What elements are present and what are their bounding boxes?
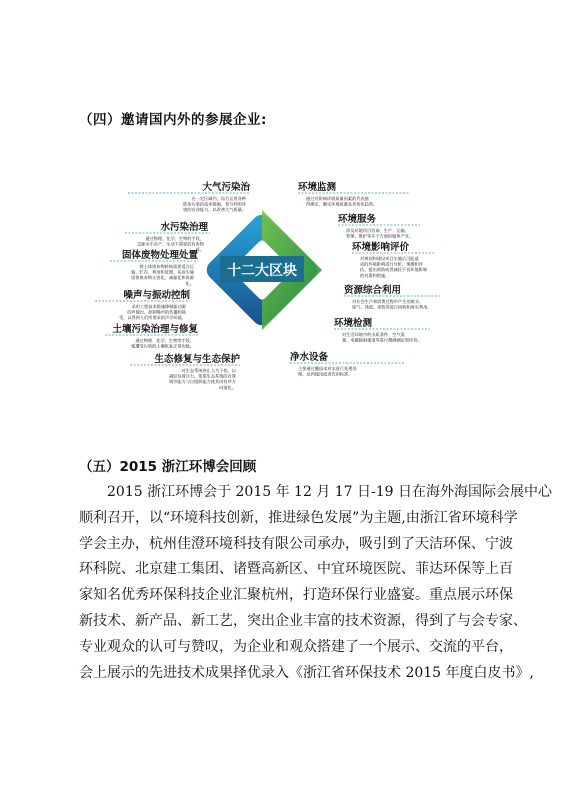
paragraph-line: 专业观众的认可与赞叹，为企业和观众搭建了一个展示、交流的平台， (79, 638, 513, 655)
block-description: 去除水中杂产、生活不需要的有害物 (136, 241, 204, 247)
block-description: 将土体废弃物转换需要适合运 (139, 264, 194, 269)
block-title: 水污染治理 (160, 222, 208, 233)
paragraph-line: 环科院、北京建工集团、诸暨高新区、中宜环境医院、菲达环保等上百 (79, 561, 513, 578)
block-description: 质。 (195, 247, 204, 253)
paragraph-line: 新技术、新产品、新工艺，突出企业丰富的技术资源，得到了与会专家、 (79, 612, 527, 629)
block-title: 环境影响评价 (352, 242, 410, 253)
block-description: 通过物理、化学、生物等手段， (135, 338, 194, 343)
twelve-blocks-diagram (90, 170, 470, 390)
center-label: 十二大区块 (227, 263, 297, 279)
block-description: 在一定区域内，综合运用各种 (191, 196, 246, 201)
block-description: 对规划和建设项目实施后可能造 (360, 256, 419, 261)
block-title: 土壤污染治理与修复 (112, 324, 198, 335)
block-title: 大气污染治 (202, 182, 250, 193)
block-description: 成的环境影响进行分析、预测和评 (360, 261, 423, 267)
block-title: 净水设备 (290, 352, 329, 363)
paragraph-line: 学会主办，杭州佳澄环境科技有限公司承办，吸引到了天洁环保、宁波 (79, 535, 513, 552)
block-description: 通过物理、化学、生物的手段， (145, 236, 204, 241)
block-description: 使遭受污染的土壤恢复正常功能。 (131, 343, 194, 349)
block-description: 的对策和措施。 (360, 272, 390, 278)
block-description: 估，提出预防或者减轻不良环境影响 (360, 267, 428, 273)
block-description: 向演化。 (219, 384, 236, 390)
block-description: 对生态系统停止人为干扰，以 (181, 368, 236, 373)
paragraph-line: 2015 浙江环博会于 2015 年 12 月 17 日-19 日在海外海国际会展中心 (107, 484, 553, 500)
block-description: 对社会生产和消费过程中产生的废水、 (352, 299, 424, 304)
block-description: 受，以得到人们所要求的声学环境。 (118, 315, 186, 321)
block-title: 生态修复与生态保护 (154, 354, 240, 365)
block-description: 输、贮存、利用和处置，从而实施 (131, 269, 194, 275)
block-description: 涉及环境项目咨询、生产、运输、 (346, 228, 409, 233)
block-description: 固体废弃物无害化、减量化和资源 (131, 275, 194, 281)
paragraph-line: 家知名优秀环保科技企业汇聚杭州，打造环保行业盛宴。重点展示环保 (79, 587, 513, 604)
block-description: 废气、残渣、余热等进行回收和再生利用。 (352, 304, 432, 310)
block-description: 采用工程技术措施降制振动源 (131, 304, 186, 309)
section4-heading: （四）邀请国内外的参展企业: (79, 112, 267, 128)
section5-heading: （五）2015 浙江环博会回顾 (79, 459, 257, 475)
block-title: 环境监测 (298, 182, 337, 193)
block-title: 环境检测 (334, 318, 373, 329)
block-description: 对生活环境中的水质条件、空气质 (342, 332, 405, 337)
paragraph-line: 顺利召开，以“环境科技创新，推进绿色发展”为主题,由浙江省环境科学 (79, 509, 518, 526)
block-description: 主要通过膜技术对水进行处理处 (298, 366, 357, 371)
block-description: 通过对影响环境质量因素的代表值 (306, 196, 369, 201)
block-description: 的声输出，控制噪声的传播和接 (127, 309, 186, 315)
block-description: 减轻负荷压力，依靠生态系统的自我 (168, 373, 236, 379)
block-description: 量、电磁辐射强度等进行精确测定和评价。 (342, 337, 422, 343)
block-title: 环境服务 (338, 214, 377, 225)
block-description: 调节能力与自组织能力使其向有序方 (168, 379, 236, 385)
center-diamond (203, 210, 322, 330)
block-description: 管理、维护等多个方面的服务产业。 (346, 233, 414, 239)
block-description: 防治污染的技术措施，充分利用环 (183, 201, 246, 207)
block-description: 境的自净能力，以改善大气质量。 (183, 207, 246, 213)
review-paragraph (79, 480, 553, 686)
block-title: 噪声与振动控制 (123, 290, 190, 301)
block-description: 得测定，确定环境质量及其变化趋势。 (306, 201, 378, 207)
block-title: 资源综合利用 (344, 285, 402, 296)
block-description: 理，达到使用或者饮用标准。 (298, 371, 353, 377)
block-description: 化。 (185, 280, 194, 286)
paragraph-line: 会上展示的先进技术成果择优录入《浙江省环保技术 2015 年度白皮书》, (79, 664, 534, 681)
block-title: 固体废物处理处置 (121, 250, 198, 261)
